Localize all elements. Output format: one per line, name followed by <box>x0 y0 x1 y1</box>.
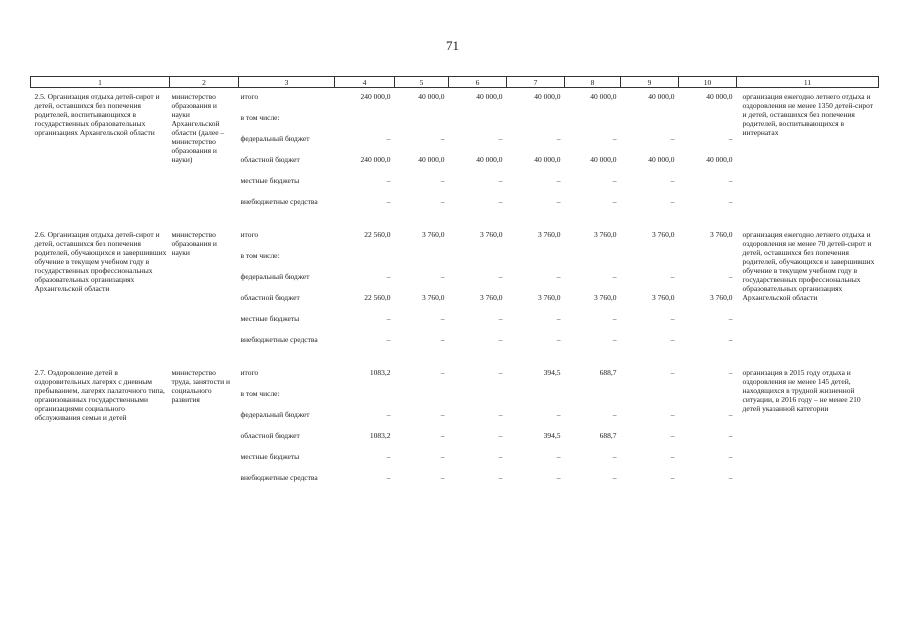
funding-amount: 240 000,0 <box>360 155 391 164</box>
funding-amount: – <box>556 134 561 143</box>
expected-result: организация в 2015 году отдыха и оздоровления не менее 145 детей, находящихся в трудной жизненной ситуации, в 2016 году – не менее 210 детей указанной категории <box>742 368 861 413</box>
funding-amount: – <box>498 410 503 419</box>
funding-amount: 3 760,0 <box>710 230 733 239</box>
funding-amount: – <box>670 368 675 377</box>
funding-amount <box>507 109 565 130</box>
funding-amount: – <box>612 134 617 143</box>
funding-amount: 40 000,0 <box>590 92 617 101</box>
measure-description: 2.6. Организация отдыха детей-сирот и детей, оставшихся без попечения родителей, обучающихся и завершивших обучение в текущем учебном году в государственных профессиональных образовательных организациях Архангельской области <box>34 230 167 293</box>
responsible-executor: министерство образования и науки <box>171 230 217 257</box>
responsible-executor: министерство образования и науки Архангельской области (далее – министерство образования и науки) <box>171 92 225 164</box>
funding-amount: – <box>612 335 617 344</box>
table-row <box>31 226 879 247</box>
funding-source: местные бюджеты <box>240 314 300 323</box>
column-number-row <box>31 77 879 88</box>
funding-amount: 240 000,0 <box>360 92 391 101</box>
funding-amount: – <box>440 368 445 377</box>
funding-amount: – <box>556 473 561 482</box>
funding-amount: – <box>670 473 675 482</box>
responsible-executor: министерство труда, занятости и социального развития <box>171 368 231 404</box>
funding-amount: – <box>386 452 391 461</box>
funding-amount: – <box>556 176 561 185</box>
column-header: 6 <box>449 77 507 88</box>
funding-amount: – <box>498 473 503 482</box>
funding-source: в том числе: <box>240 251 280 260</box>
funding-amount <box>507 385 565 406</box>
funding-amount: – <box>670 452 675 461</box>
funding-amount: – <box>728 176 733 185</box>
funding-amount: – <box>728 452 733 461</box>
funding-amount: – <box>440 272 445 281</box>
funding-amount: – <box>440 197 445 206</box>
funding-source: в том числе: <box>240 113 280 122</box>
funding-amount: 40 000,0 <box>534 92 561 101</box>
funding-amount: – <box>440 335 445 344</box>
funding-amount <box>449 247 507 268</box>
funding-amount: – <box>498 134 503 143</box>
funding-amount: 3 760,0 <box>422 230 445 239</box>
funding-amount: – <box>728 197 733 206</box>
column-header: 2 <box>170 77 239 88</box>
funding-amount: – <box>728 431 733 440</box>
expected-result: организация ежегодно летнего отдыха и оздоровления не менее 70 детей-сирот и детей, оставшихся без попечения родителей, обучающихся и завершивших обучение в текущем учебном году в государственных профессиональных образовательных организациях Архангельской области <box>742 230 875 302</box>
section-spacer <box>31 352 879 364</box>
funding-amount: – <box>612 452 617 461</box>
funding-amount: 1083,2 <box>369 368 391 377</box>
funding-amount: – <box>556 314 561 323</box>
funding-amount: – <box>386 272 391 281</box>
funding-amount: 40 000,0 <box>476 92 503 101</box>
funding-source: местные бюджеты <box>240 176 300 185</box>
table-body <box>31 88 879 491</box>
funding-amount <box>565 385 621 406</box>
funding-amount: – <box>670 134 675 143</box>
funding-amount <box>395 247 449 268</box>
funding-amount: – <box>386 473 391 482</box>
funding-amount: – <box>498 272 503 281</box>
funding-amount: – <box>498 176 503 185</box>
funding-amount: – <box>728 134 733 143</box>
funding-amount: 40 000,0 <box>476 155 503 164</box>
funding-amount: – <box>440 176 445 185</box>
funding-amount: – <box>612 473 617 482</box>
measure-description: 2.7. Оздоровление детей в оздоровительных лагерях с дневным пребыванием, лагерях палаточного типа, организованных государственными организациями социального обслуживания семьи и детей <box>34 368 165 422</box>
funding-amount: – <box>498 314 503 323</box>
funding-amount: 394,5 <box>543 431 561 440</box>
funding-amount: – <box>498 431 503 440</box>
funding-amount <box>565 109 621 130</box>
funding-amount: 40 000,0 <box>706 155 733 164</box>
table-row <box>31 364 879 385</box>
column-header: 5 <box>395 77 449 88</box>
funding-source: областной бюджет <box>240 431 300 440</box>
funding-amount: – <box>556 410 561 419</box>
column-header: 1 <box>31 77 170 88</box>
funding-source: в том числе: <box>240 389 280 398</box>
funding-source: внебюджетные средства <box>240 197 318 206</box>
funding-amount: – <box>612 410 617 419</box>
column-header: 8 <box>565 77 621 88</box>
funding-amount: – <box>440 473 445 482</box>
section-spacer <box>31 214 879 226</box>
funding-amount: 40 000,0 <box>534 155 561 164</box>
funding-amount: – <box>612 197 617 206</box>
funding-amount <box>507 247 565 268</box>
funding-amount <box>621 247 679 268</box>
funding-source: федеральный бюджет <box>240 410 310 419</box>
funding-amount: 688,7 <box>599 431 617 440</box>
funding-source: итого <box>240 92 259 101</box>
funding-amount: 3 760,0 <box>594 293 617 302</box>
funding-amount: – <box>612 314 617 323</box>
page-number: 71 <box>446 38 459 53</box>
funding-amount: 3 760,0 <box>422 293 445 302</box>
funding-source: местные бюджеты <box>240 452 300 461</box>
funding-amount: – <box>440 314 445 323</box>
funding-amount: – <box>440 410 445 419</box>
funding-amount: – <box>386 176 391 185</box>
funding-amount <box>679 247 737 268</box>
funding-amount <box>621 109 679 130</box>
column-header: 9 <box>621 77 679 88</box>
funding-amount: – <box>670 197 675 206</box>
table-row <box>31 88 879 110</box>
funding-amount <box>395 385 449 406</box>
funding-source: федеральный бюджет <box>240 134 310 143</box>
funding-amount <box>565 247 621 268</box>
funding-amount: 3 760,0 <box>480 293 503 302</box>
funding-amount: 3 760,0 <box>652 293 675 302</box>
funding-amount <box>449 385 507 406</box>
funding-amount: 40 000,0 <box>648 92 675 101</box>
funding-amount: – <box>670 176 675 185</box>
funding-amount: 40 000,0 <box>418 155 445 164</box>
funding-amount: – <box>386 197 391 206</box>
funding-amount: – <box>670 314 675 323</box>
funding-amount: – <box>670 272 675 281</box>
funding-amount <box>621 385 679 406</box>
funding-source: федеральный бюджет <box>240 272 310 281</box>
funding-amount: – <box>386 410 391 419</box>
funding-amount: – <box>440 134 445 143</box>
funding-amount <box>679 109 737 130</box>
funding-amount: 3 760,0 <box>594 230 617 239</box>
funding-amount: 22 560,0 <box>364 293 391 302</box>
funding-amount: – <box>440 452 445 461</box>
funding-amount: – <box>728 410 733 419</box>
funding-amount: – <box>728 272 733 281</box>
funding-amount: – <box>728 314 733 323</box>
funding-amount: 3 760,0 <box>538 230 561 239</box>
funding-amount <box>449 109 507 130</box>
funding-amount: – <box>556 272 561 281</box>
funding-amount: – <box>386 314 391 323</box>
funding-amount: 3 760,0 <box>480 230 503 239</box>
funding-amount: 394,5 <box>543 368 561 377</box>
column-header: 7 <box>507 77 565 88</box>
funding-source: областной бюджет <box>240 155 300 164</box>
funding-amount: – <box>498 452 503 461</box>
column-header: 4 <box>335 77 395 88</box>
funding-amount: – <box>556 335 561 344</box>
funding-amount: – <box>728 368 733 377</box>
funding-amount <box>395 109 449 130</box>
funding-amount: – <box>670 431 675 440</box>
funding-amount: – <box>612 272 617 281</box>
funding-amount: – <box>498 335 503 344</box>
funding-amount: – <box>556 452 561 461</box>
funding-amount: 40 000,0 <box>418 92 445 101</box>
column-header: 3 <box>239 77 335 88</box>
funding-source: итого <box>240 368 259 377</box>
funding-amount <box>335 109 395 130</box>
funding-source: областной бюджет <box>240 293 300 302</box>
funding-amount: 3 760,0 <box>710 293 733 302</box>
funding-amount: – <box>440 431 445 440</box>
funding-amount: – <box>386 335 391 344</box>
funding-amount: – <box>498 368 503 377</box>
column-header: 10 <box>679 77 737 88</box>
column-header: 11 <box>737 77 879 88</box>
funding-amount: 688,7 <box>599 368 617 377</box>
funding-amount: – <box>612 176 617 185</box>
funding-amount: 1083,2 <box>369 431 391 440</box>
funding-amount <box>679 385 737 406</box>
funding-source: внебюджетные средства <box>240 335 318 344</box>
funding-amount: – <box>386 134 391 143</box>
funding-amount: 22 560,0 <box>364 230 391 239</box>
measure-description: 2.5. Организация отдыха детей-сирот и детей, оставшихся без попечения родителей, воспитывающихся в государственных образовательных организациях Архангельской области <box>34 92 160 137</box>
funding-amount: 3 760,0 <box>538 293 561 302</box>
funding-amount: 3 760,0 <box>652 230 675 239</box>
funding-amount <box>335 247 395 268</box>
funding-amount: – <box>498 197 503 206</box>
funding-amount: 40 000,0 <box>706 92 733 101</box>
funding-amount: 40 000,0 <box>648 155 675 164</box>
spacer-cell <box>31 352 879 364</box>
funding-amount: 40 000,0 <box>590 155 617 164</box>
financing-table <box>30 76 879 490</box>
funding-amount <box>335 385 395 406</box>
funding-amount: – <box>728 335 733 344</box>
expected-result: организация ежегодно летнего отдыха и оздоровления не менее 1350 детей-сирот и детей, оставшихся без попечения родителей, воспитывающихся в интернатах <box>742 92 874 137</box>
funding-amount: – <box>670 335 675 344</box>
funding-amount: – <box>556 197 561 206</box>
funding-amount: – <box>728 473 733 482</box>
funding-source: внебюджетные средства <box>240 473 318 482</box>
funding-amount: – <box>670 410 675 419</box>
spacer-cell <box>31 214 879 226</box>
funding-source: итого <box>240 230 259 239</box>
